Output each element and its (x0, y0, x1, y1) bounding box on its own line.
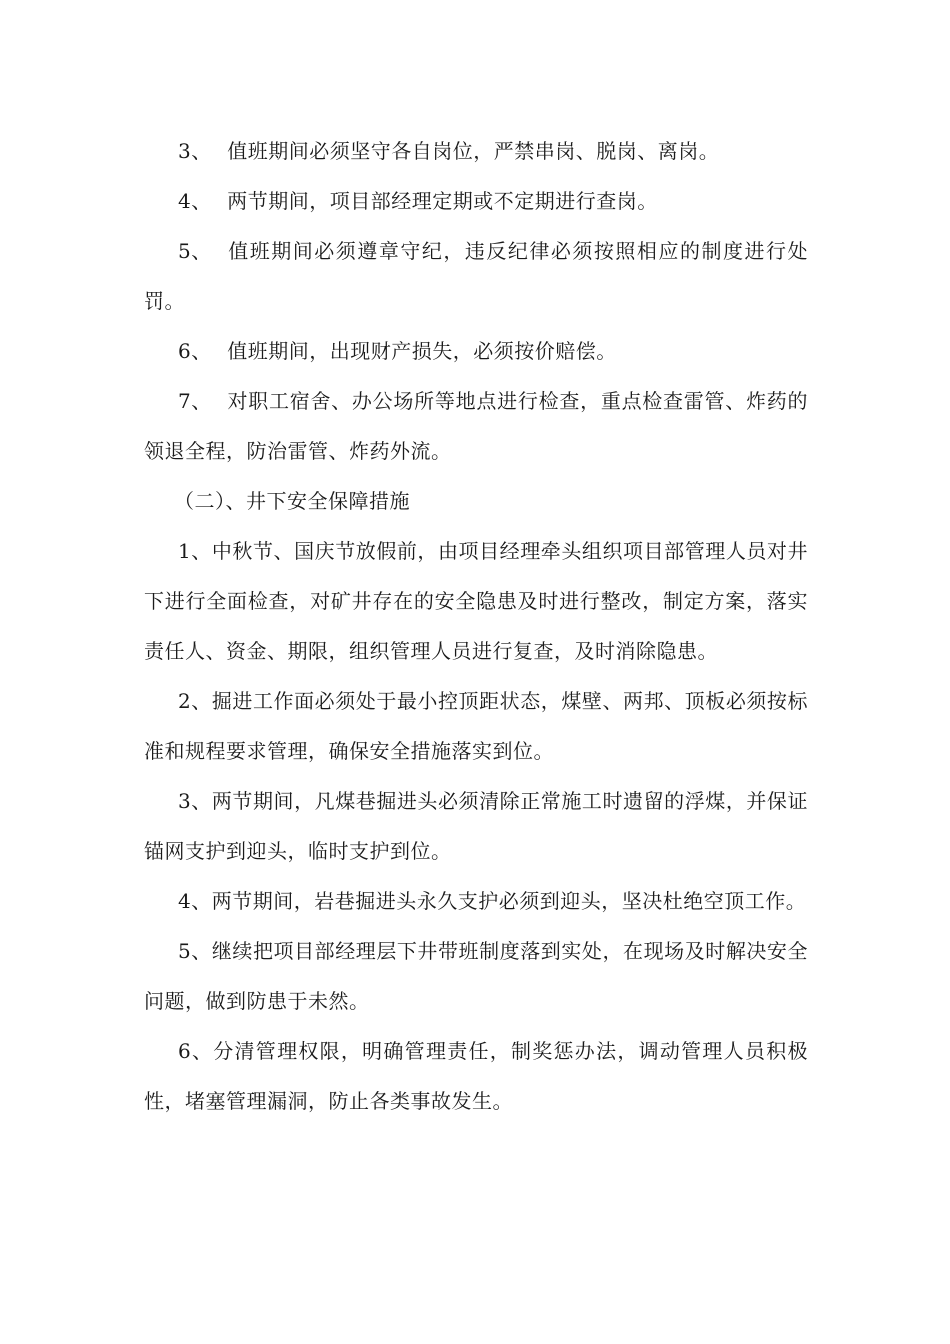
item-number: 6 (178, 339, 192, 363)
paragraph: 4、两节期间，岩巷掘进头永久支护必须到迎头，坚决杜绝空顶工作。 (178, 889, 807, 913)
item-text: 值班期间必须遵章守纪，违反纪律必须按照相应的制度进行处罚。 (144, 239, 808, 313)
item-text: 两节期间，项目部经理定期或不定期进行查岗。 (227, 189, 658, 213)
paragraph: 3、两节期间，凡煤巷掘进头必须清除正常施工时遗留的浮煤，并保证锚网支护到迎头，临时支护到位。 (144, 789, 808, 863)
list-item (144, 176, 808, 226)
item-text: 值班期间必须坚守各自岗位，严禁串岗、脱岗、离岗。 (227, 139, 720, 163)
item-number: 4 (178, 189, 192, 213)
list-item (144, 376, 808, 476)
section-heading: （二）、井下安全保障措施 (174, 489, 410, 513)
item-text: 值班期间，出现财产损失，必须按价赔偿。 (227, 339, 617, 363)
paragraph: 5、继续把项目部经理层下井带班制度落到实处，在现场及时解决安全问题，做到防患于未然。 (144, 939, 808, 1013)
item-number: 7 (178, 389, 192, 413)
paragraph: 1、中秋节、国庆节放假前，由项目经理牵头组织项目部管理人员对井下进行全面检查，对矿井存在的安全隐患及时进行整改，制定方案，落实责任人、资金、期限，组织管理人员进行复查，及时消除隐患。 (144, 539, 808, 663)
paragraph: 6、分清管理权限，明确管理责任，制奖惩办法，调动管理人员积极性，堵塞管理漏洞，防止各类事故发生。 (144, 1039, 808, 1113)
list-item (144, 326, 808, 376)
paragraph: 2、掘进工作面必须处于最小控顶距状态，煤壁、两邦、顶板必须按标准和规程要求管理，确保安全措施落实到位。 (144, 689, 808, 763)
item-separator: 、 (191, 139, 212, 163)
item-separator: 、 (191, 339, 212, 363)
list-item (144, 126, 808, 176)
list-item (144, 226, 808, 326)
item-text: 对职工宿舍、办公场所等地点进行检查，重点检查雷管、炸药的领退全程，防治雷管、炸药外流。 (144, 389, 808, 463)
item-separator: 、 (191, 389, 212, 413)
item-separator: 、 (191, 189, 212, 213)
item-number: 3 (178, 139, 192, 163)
item-separator: 、 (191, 239, 212, 263)
item-number: 5 (178, 239, 192, 263)
document-body (144, 126, 808, 1126)
